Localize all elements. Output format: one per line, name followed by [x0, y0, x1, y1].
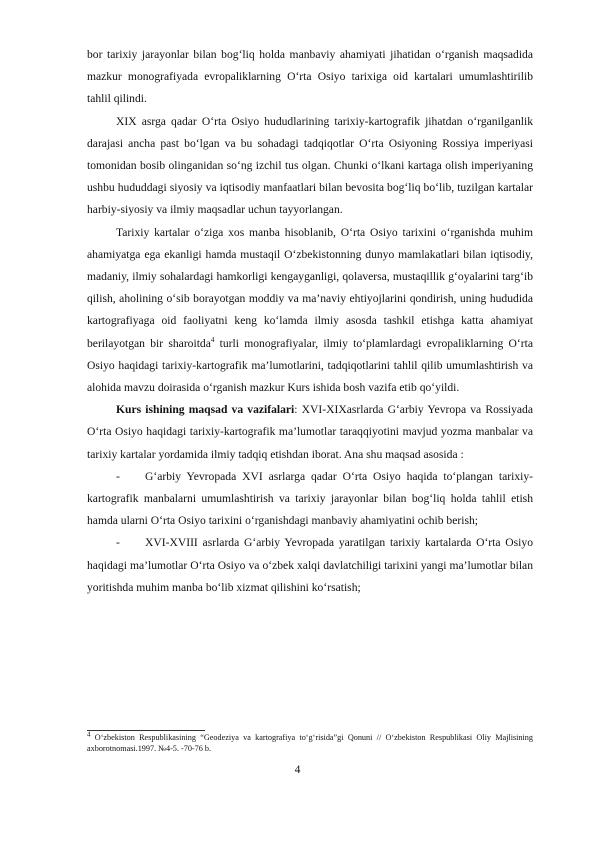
paragraph-3-text-b: turli monografiyalar, ilmiy to‘plamlardagi evropaliklarning O‘rta Osiyo haqidagi tarixiy-kartografik ma’lumotlarini, tadqiqotlarini tahlil qilib umumlashtirish va alohida mavzu doirasida o‘rganish mazkur Kurs ishida bosh vazifa etib qo‘yildi. [87, 336, 533, 395]
footnote-text: O‘zbekiston Respublikasining “Geodeziya va kartografiya to‘g‘risida”gi Qonuni // O‘zbekiston Respublikasi Oliy Majlisining axborotnomasi.1997. №4-5. -70-76 b. [87, 733, 533, 753]
list-item-2 [87, 532, 533, 599]
footnote-reference[interactable]: 4 [210, 335, 215, 344]
footnote-divider [87, 730, 205, 731]
list-item-1 [87, 466, 533, 533]
list-item-1-text: G‘arbiy Yevropada XVI asrlarga qadar O‘rta Osiyo haqida to‘plangan tarixiy-kartografik manbalarni umumlashtirish va tarixiy jarayonlar bilan bog‘liq holda tahlil etish hamda ularni O‘rta Osiyo tarixini o‘rganishdagi manbaviy ahamiyatini ochib berish; [87, 469, 533, 528]
paragraph-2: XIX asrga qadar O‘rta Osiyo hududlarining tarixiy-kartografik jihatdan o‘rganilganlik darajasi ancha past bo‘lgan va bu sohadagi tadqiqotlar O‘rta Osiyoning Rossiya imperiyasi tomonidan bosib olinganidan so‘ng izchil tus olgan. Chunki o‘lkani kartaga olish imperiyaning ushbu hududdagi siyosiy va iqtisodiy manfaatlari bilan bevosita bog‘liq bo‘lib, tuzilgan kartalar harbiy-siyosiy va ilmiy maqsadlar uchun tayyorlangan. [87, 114, 533, 217]
footnote [87, 730, 533, 754]
paragraph-4-text: : XVI-XIXasrlarda G‘arbiy Yevropa va Rossiyada O‘rta Osiyo haqidagi tarixiy-kartografik ma’lumotlar taraqqiyotini mavjud yozma manbalar va tarixiy kartalar yordamida ilmiy tadqiq etishdan iborat. Ana shu maqsad asosida : [87, 403, 533, 461]
paragraph-3 [87, 222, 533, 400]
paragraph-3-text-a: Tarixiy kartalar o‘ziga xos manba hisoblanib, O‘rta Osiyo tarixini o‘rganishda muhim ahamiyatga ega ekanligi hamda mustaqil O‘zbekistonning dunyo mamlakatlari bilan iqtisodiy, madaniy, ilmiy sohalardagi hamkorligi kengayganligi, qolaversa, mustaqillik g‘oyalarini targ‘ib qilish, aholining o‘sib borayotgan moddiy va ma’naviy ehtiyojlarini qondirish, uning hududida kartografiyaga oid faoliyatni keng ko‘lamda ilmiy asosda tashkil etishga katta ahamiyat berilayotgan bir sharoitda [87, 225, 533, 350]
page-number: 4 [294, 763, 301, 776]
paragraph-1: bor tarixiy jarayonlar bilan bog‘liq holda manbaviy ahamiyati jihatidan o‘rganish maqsadida mazkur monografiyada evropaliklarning O‘rta Osiyo tarixiga oid kartalari umumlashtirilib tahlil qilindi. [87, 48, 533, 106]
list-item-2-dash: - [116, 536, 120, 550]
body-text [87, 44, 533, 599]
list-item-1-dash: - [116, 469, 120, 483]
paragraph-4 [87, 399, 533, 466]
section-heading: Kurs ishining maqsad va vazifalari [116, 403, 295, 417]
footnote-marker: 4 [87, 730, 91, 739]
list-item-2-text: XVI-XVIII asrlarda G‘arbiy Yevropada yaratilgan tarixiy kartalarda O‘rta Osiyo haqidagi ma’lumotlar O‘rta Osiyo va o‘zbek xalqi davlatchiligi tarixini yangi ma’lumotlar bilan yoritishda muhim manba bo‘lib xizmat qilishini ko‘rsatish; [87, 536, 533, 594]
